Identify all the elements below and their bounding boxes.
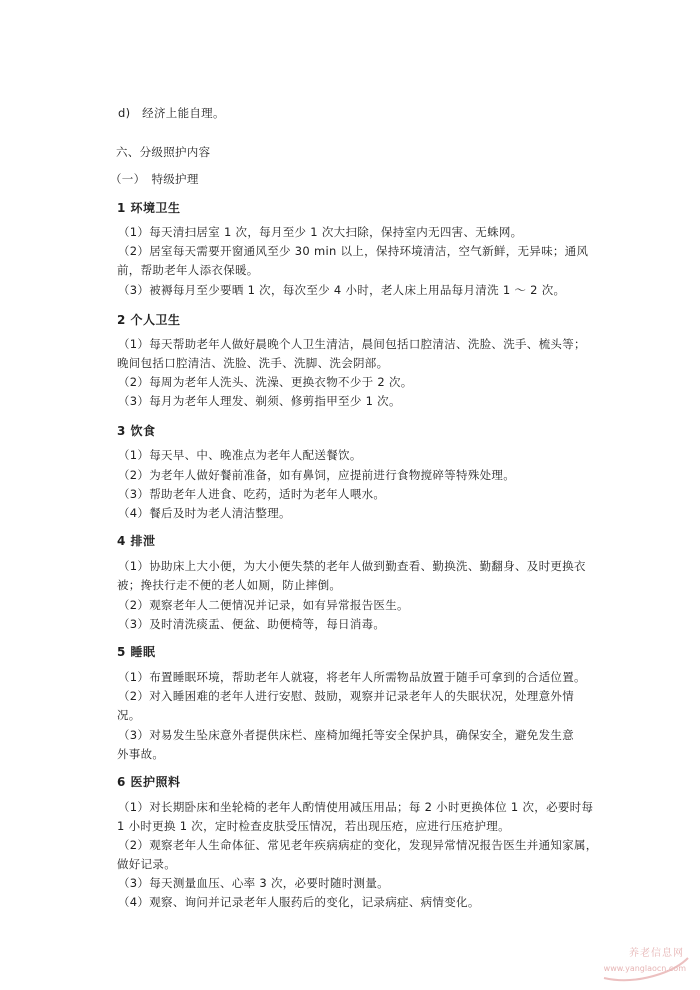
text-line: （1）布置睡眠环境，帮助老年人就寝，将老年人所需物品放置于随手可拿到的合适位置。 xyxy=(118,670,586,684)
subsection-heading: （一） 特级护理 xyxy=(110,172,199,186)
text-line: （2）观察老年人生命体征、常见老年疾病病症的变化，发现异常情况报告医生并通知家属， xyxy=(118,838,598,852)
text-line: （3）及时清洗痰盂、便盆、助便椅等，每日消毒。 xyxy=(118,617,386,631)
text-line: （2）为老年人做好餐前准备，如有鼻饲，应提前进行食物搅碎等特殊处理。 xyxy=(118,468,516,482)
text-line: 况。 xyxy=(117,708,141,722)
item-heading: 3 饮食 xyxy=(117,424,156,438)
watermark-name: 养老信息网 xyxy=(629,948,684,959)
text-line: （2）对入睡困难的老年人进行安慰、鼓励，观察并记录老年人的失眠状况，处理意外情 xyxy=(118,689,575,703)
text-line: 外事故。 xyxy=(117,747,165,761)
text-line: （2）每周为老年人洗头、洗澡、更换衣物不少于 2 次。 xyxy=(118,375,413,389)
text-line: （3）被褥每月至少要晒 1 次，每次至少 4 小时，老人床上用品每月清洗 1 ～ 2 次。 xyxy=(118,283,566,297)
text-line: （2）观察老年人二便情况并记录，如有异常报告医生。 xyxy=(118,598,409,612)
text-line: 做好记录。 xyxy=(117,857,176,871)
text-line: （3）每天测量血压、心率 3 次，必要时随时测量。 xyxy=(118,876,389,890)
text-line: 晚间包括口腔清洁、洗脸、洗手、洗脚、洗会阴部。 xyxy=(117,356,389,370)
text-line: （4）观察、询问并记录老年人服药后的变化，记录病症、病情变化。 xyxy=(118,895,480,909)
text-line: （1）每天帮助老年人做好晨晚个人卫生清洁，晨间包括口腔清洁、洗脸、洗手、梳头等； xyxy=(118,337,586,351)
text-line: 1 小时更换 1 次，定时检查皮肤受压情况，若出现压疮，应进行压疮护理。 xyxy=(117,819,510,833)
text-line: （3）每月为老年人理发、剃须、修剪指甲至少 1 次。 xyxy=(118,394,401,408)
text-line: （2）居室每天需要开窗通风至少 30 min 以上，保持环境清洁，空气新鲜，无异味；通风 xyxy=(118,244,589,258)
item-heading: 4 排泄 xyxy=(117,534,156,548)
text-line: （1）协助床上大小便，为大小便失禁的老年人做到勤查看、勤换洗、勤翻身、及时更换衣 xyxy=(118,559,586,573)
item-heading: 1 环境卫生 xyxy=(117,201,181,215)
item-heading: 2 个人卫生 xyxy=(117,313,181,327)
watermark-logo xyxy=(600,944,690,984)
text-line: （3）对易发生坠床意外者提供床栏、座椅加绳托等安全保护具，确保安全，避免发生意 xyxy=(118,728,575,742)
item-heading: 6 医护照料 xyxy=(117,775,181,789)
text-line: （1）对长期卧床和坐轮椅的老年人酌情使用减压用品；每 2 小时更换体位 1 次，必要时每 xyxy=(118,800,594,814)
text-line: 被；搀扶行走不便的老人如厕，防止摔倒。 xyxy=(117,578,342,592)
item-heading: 5 睡眠 xyxy=(117,645,156,659)
text-line: 前，帮助老年人添衣保暖。 xyxy=(117,263,259,277)
text-line: （4）餐后及时为老人清洁整理。 xyxy=(118,506,291,520)
text-line: d) 经济上能自理。 xyxy=(118,106,225,120)
section-heading: 六、分级照护内容 xyxy=(116,145,211,159)
text-line: （1）每天清扫居室 1 次，每月至少 1 次大扫除，保持室内无四害、无蛛网。 xyxy=(118,225,523,239)
text-line: （1）每天早、中、晚准点为老年人配送餐饮。 xyxy=(118,448,362,462)
watermark-url: www.yanglaocn.com xyxy=(603,964,686,973)
text-line: （3）帮助老年人进食、吃药，适时为老年人喂水。 xyxy=(118,487,386,501)
